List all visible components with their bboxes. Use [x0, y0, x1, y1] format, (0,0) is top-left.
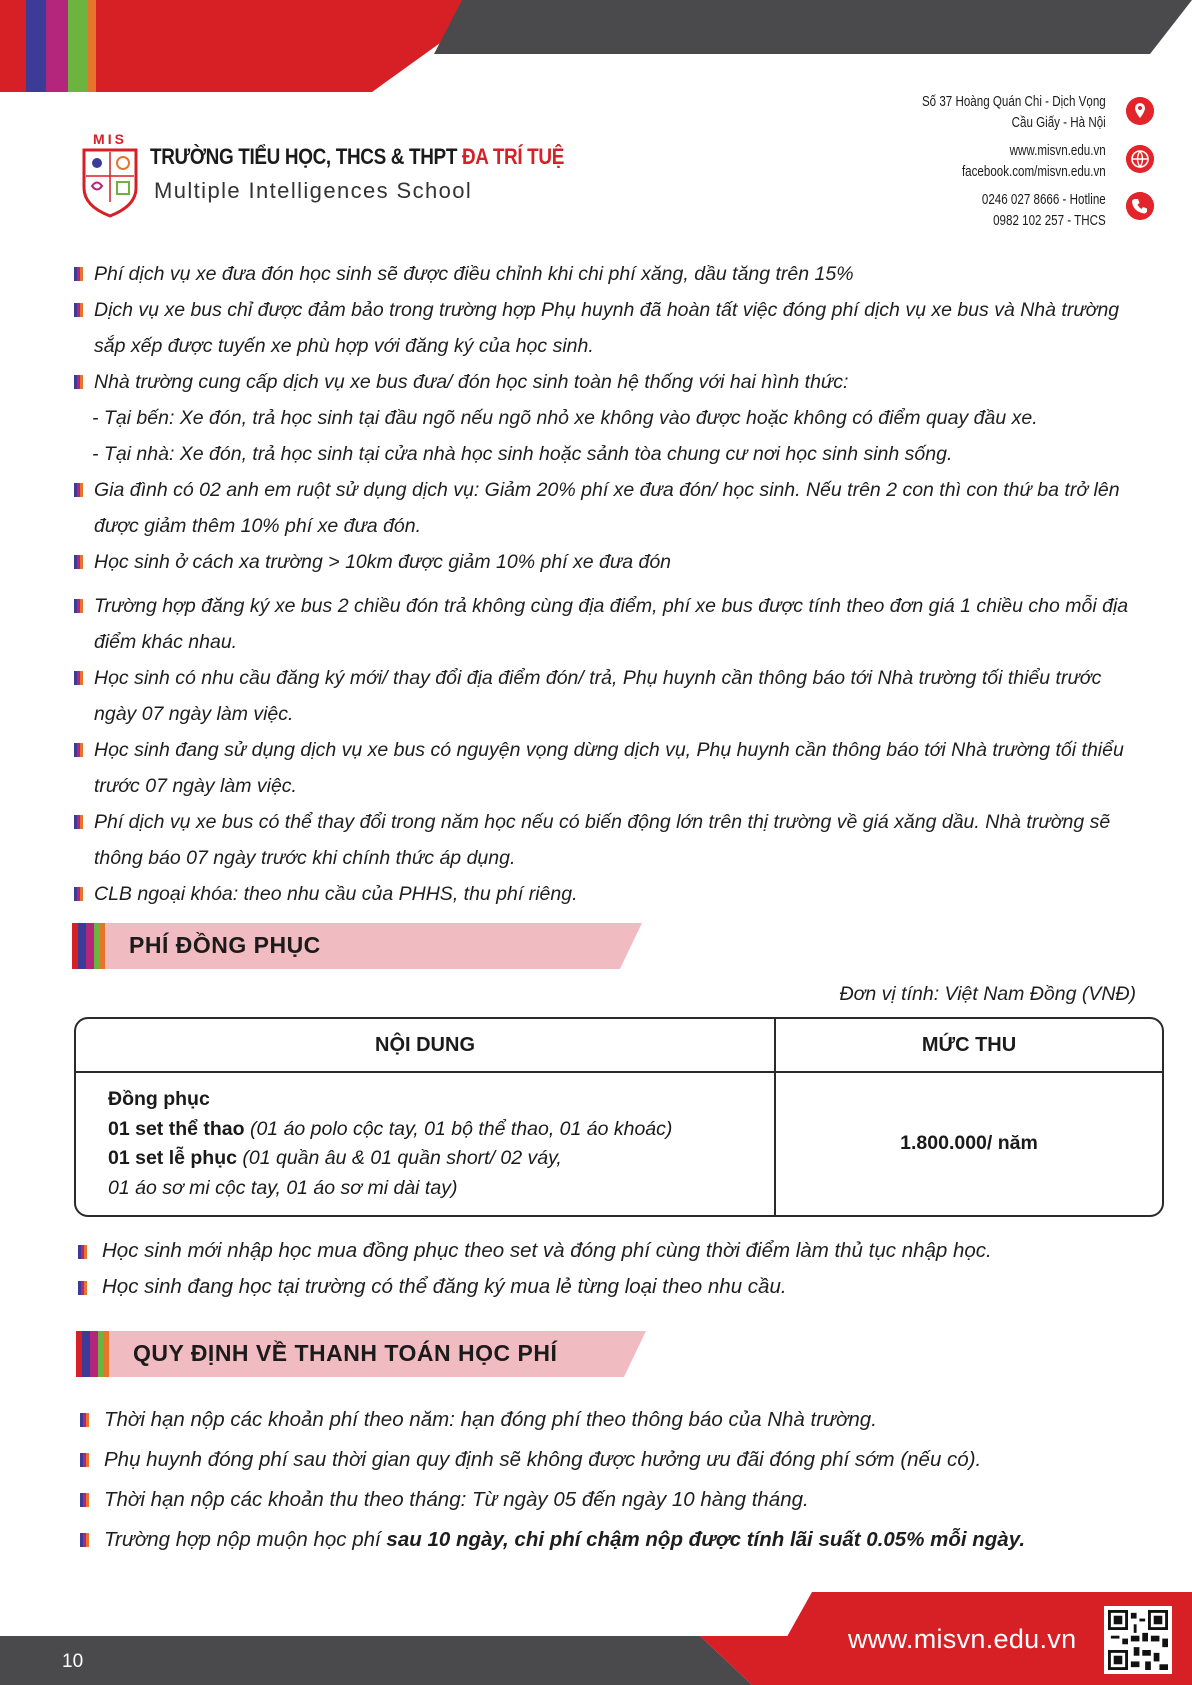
globe-icon	[1126, 145, 1154, 173]
uniform-description-cell	[76, 1073, 776, 1215]
list-item: Gia đình có 02 anh em ruột sử dụng dịch vụ: Giảm 20% phí xe đưa đón/ học sinh. Nếu trên 2 con thì con thứ ba trở lên được giảm thêm 10% phí xe đưa đón.	[74, 472, 1144, 544]
thcs-number: 0982 102 257 - THCS	[993, 212, 1106, 229]
address-line-1: Số 37 Hoàng Quán Chi - Dịch Vọng	[922, 94, 1106, 110]
section-header-payment	[76, 1331, 646, 1377]
table-header-row	[76, 1019, 1162, 1073]
column-header-content: NỘI DUNG	[76, 1019, 776, 1073]
contact-info	[922, 92, 1106, 231]
facebook-link[interactable]: facebook.com/misvn.edu.vn	[962, 163, 1106, 180]
uniform-item-title: Đồng phục	[108, 1088, 210, 1110]
address-line-2: Cầu Giấy - Hà Nội	[1011, 114, 1106, 131]
table-row	[76, 1073, 1162, 1215]
website-link[interactable]: www.misvn.edu.vn	[1009, 143, 1106, 159]
uniform-notes	[78, 1233, 1168, 1305]
svg-text:MIS: MIS	[93, 132, 127, 147]
list-item: Dịch vụ xe bus chỉ được đảm bảo trong trường hợp Phụ huynh đã hoàn tất việc đóng phí dịch vụ xe bus và Nhà trường sắp xếp được tuyến xe phù hợp với đăng ký của học sinh.	[74, 292, 1144, 364]
bus-service-notes	[74, 256, 1144, 912]
list-item: Trường hợp đăng ký xe bus 2 chiều đón trả không cùng địa điểm, phí xe bus được tính theo đơn giá 1 chiều cho mỗi địa điểm khác nhau.	[74, 588, 1144, 660]
list-subitem: - Tại nhà: Xe đón, trả học sinh tại cửa nhà học sinh hoặc sảnh tòa chung cư nơi học sinh sinh sống.	[92, 443, 953, 465]
list-item: Học sinh mới nhập học mua đồng phục theo set và đóng phí cùng thời điểm làm thủ tục nhập học.	[78, 1233, 1168, 1269]
page-number: 10	[62, 1651, 84, 1672]
list-item: CLB ngoại khóa: theo nhu cầu của PHHS, thu phí riêng.	[74, 876, 1144, 912]
qr-code-icon[interactable]	[1104, 1606, 1172, 1674]
column-header-fee: MỨC THU	[776, 1019, 1162, 1073]
school-logo-icon	[80, 132, 140, 218]
list-item: Phí dịch vụ xe bus có thể thay đổi trong năm học nếu có biến động lớn trên thị trường về giá xăng dầu. Nhà trường sẽ thông báo 07 ngày trước khi chính thức áp dụng.	[74, 804, 1144, 876]
currency-unit-note: Đơn vị tính: Việt Nam Đồng (VNĐ)	[839, 983, 1136, 1005]
uniform-set-formal-detail: 01 áo sơ mi cộc tay, 01 áo sơ mi dài tay)	[108, 1176, 458, 1199]
list-subitem: - Tại bến: Xe đón, trả học sinh tại đầu ngõ nếu ngõ nhỏ xe không vào được hoặc không có điểm quay đầu xe.	[92, 407, 1038, 429]
list-item: Nhà trường cung cấp dịch vụ xe bus đưa/ đón học sinh toàn hệ thống với hai hình thức:	[74, 364, 1144, 400]
list-item: Học sinh có nhu cầu đăng ký mới/ thay đổi địa điểm đón/ trả, Phụ huynh cần thông báo tới Nhà trường tối thiểu trước ngày 07 ngày làm việc.	[74, 660, 1144, 732]
uniform-fee-table	[74, 1017, 1164, 1217]
section-header-uniform	[72, 923, 642, 969]
phone-icon	[1126, 192, 1154, 220]
section-title: PHÍ ĐỒNG PHỤC	[129, 932, 321, 958]
uniform-set-formal: 01 set lễ phục (01 quần âu & 01 quần short/ 02 váy,	[108, 1147, 562, 1169]
list-item: Thời hạn nộp các khoản phí theo năm: hạn đóng phí theo thông báo của Nhà trường.	[80, 1400, 1170, 1440]
list-item: Học sinh đang học tại trường có thể đăng ký mua lẻ từng loại theo nhu cầu.	[78, 1269, 1168, 1305]
list-item: Học sinh ở cách xa trường > 10km được giảm 10% phí xe đưa đón	[74, 544, 1144, 580]
uniform-set-sport: 01 set thể thao (01 áo polo cộc tay, 01 bộ thể thao, 01 áo khoác)	[108, 1117, 673, 1140]
footer-website-link[interactable]: www.misvn.edu.vn	[848, 1624, 1077, 1654]
uniform-fee-cell: 1.800.000/ năm	[900, 1132, 1038, 1155]
school-name: TRƯỜNG TIỂU HỌC, THCS & THPT ĐA TRÍ TUỆ	[150, 144, 564, 169]
hotline-number: 0246 027 8666 - Hotline	[982, 192, 1106, 208]
payment-rules	[80, 1400, 1170, 1560]
location-pin-icon	[1126, 97, 1154, 125]
list-item: Phụ huynh đóng phí sau thời gian quy định sẽ không được hưởng ưu đãi đóng phí sớm (nếu có).	[80, 1440, 1170, 1480]
school-subtitle: Multiple Intelligences School	[154, 178, 473, 203]
list-item: Phí dịch vụ xe đưa đón học sinh sẽ được điều chỉnh khi chi phí xăng, dầu tăng trên 15%	[74, 256, 1144, 292]
list-item: Thời hạn nộp các khoản thu theo tháng: Từ ngày 05 đến ngày 10 hàng tháng.	[80, 1480, 1170, 1520]
list-item: Học sinh đang sử dụng dịch vụ xe bus có nguyện vọng dừng dịch vụ, Phụ huynh cần thông báo tới Nhà trường tối thiểu trước 07 ngày làm việc.	[74, 732, 1144, 804]
section-title: QUY ĐỊNH VỀ THANH TOÁN HỌC PHÍ	[133, 1340, 558, 1366]
top-decorative-band	[0, 0, 1192, 92]
list-item: Trường hợp nộp muộn học phí sau 10 ngày, chi phí chậm nộp được tính lãi suất 0.05% mỗi ngày.	[80, 1520, 1170, 1560]
